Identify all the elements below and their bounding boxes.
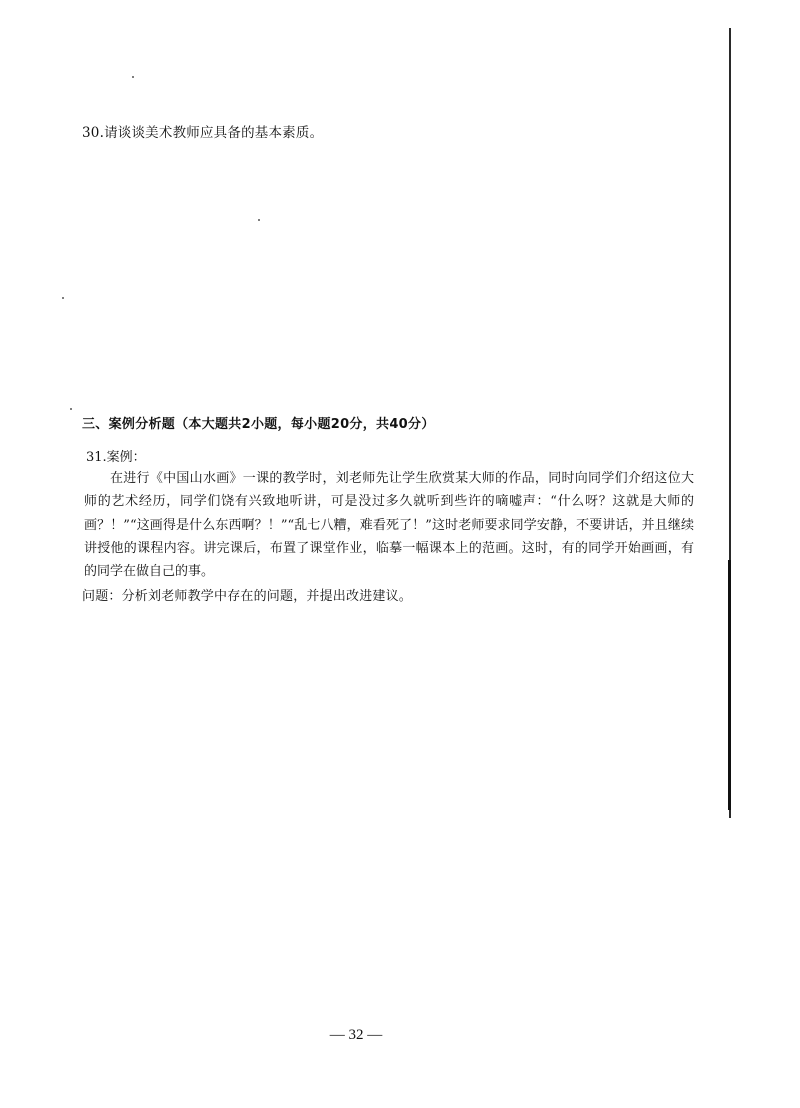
question-31-label: 31.案例： xyxy=(86,450,146,465)
scan-edge-line-thick xyxy=(728,560,731,810)
page-number: — 32 — xyxy=(329,1027,383,1043)
scan-speck xyxy=(62,297,64,299)
question-31-prompt: 问题：分析刘老师教学中存在的问题，并提出改进建议。 xyxy=(82,589,413,604)
question-30: 30.请谈谈美术教师应具备的基本素质。 xyxy=(82,125,324,141)
scan-speck xyxy=(70,408,72,410)
scan-speck xyxy=(258,219,260,221)
section-title: 三、案例分析题（本大题共2小题，每小题20分，共40分） xyxy=(82,417,435,432)
case-text: 在进行《中国山水画》一课的教学时，刘老师先让学生欣赏某大师的作品，同时向同学们介绍这位大师的艺术经历，同学们饶有兴致地听讲，可是没过多久就听到些许的嘀嘘声：“什么呀？这就是大师的画？！”“这画得是什么东西啊？！”“乱七八糟，难看死了！”这时老师要求同学安静，不要讲话，并且继续讲授他的课程内容。讲完课后，布置了课堂作业，临摹一幅课本上的范画。这时，有的同学开始画画，有的同学在做自己的事。 xyxy=(84,471,694,580)
scan-speck xyxy=(132,76,134,78)
